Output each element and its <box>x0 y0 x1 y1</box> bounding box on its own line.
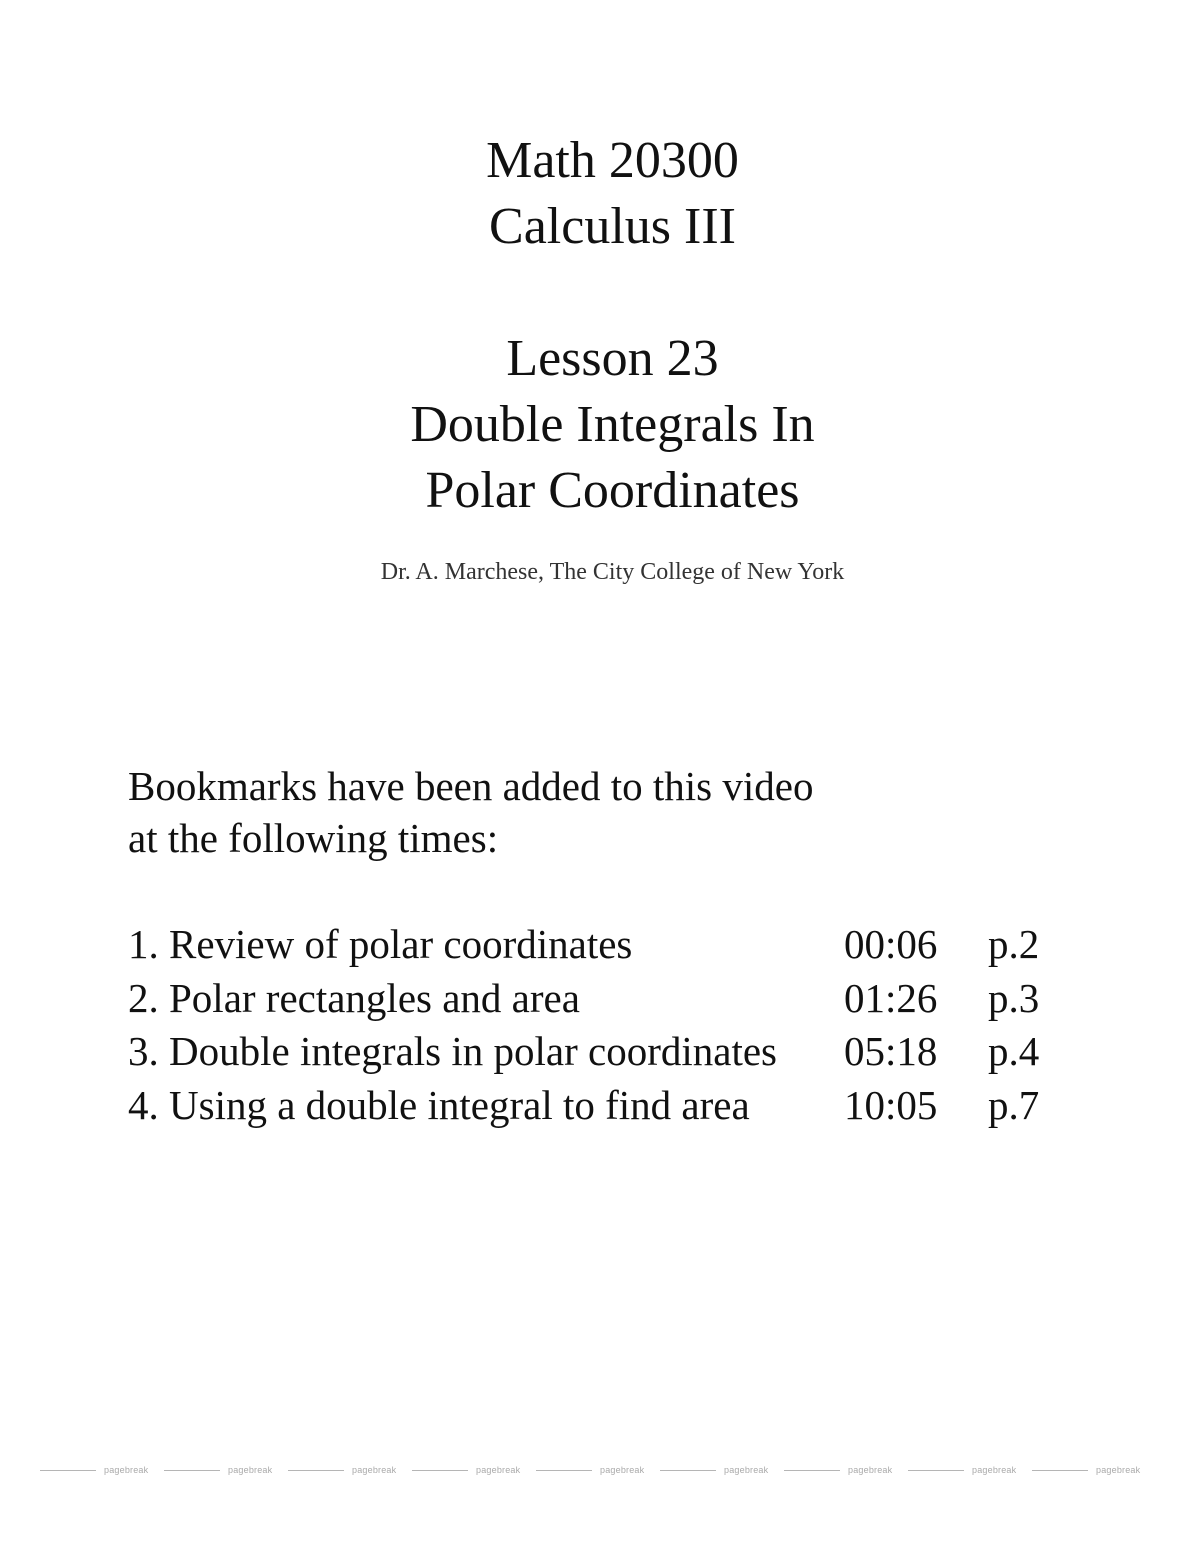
bookmark-time: 05:18 <box>844 1028 938 1074</box>
pagebreak-rule <box>1032 1470 1088 1471</box>
bookmark-page: p.3 <box>988 974 1040 1021</box>
lesson-topic-line-2: Polar Coordinates <box>425 462 800 519</box>
pagebreak-rule <box>536 1470 592 1471</box>
pagebreak-marker <box>536 1465 660 1475</box>
lesson-title-block <box>0 326 1200 524</box>
bookmark-item[interactable] <box>128 918 1058 972</box>
lesson-number: Lesson 23 <box>506 330 719 387</box>
bookmark-page: p.7 <box>988 1081 1040 1128</box>
pagebreak-label: pagebreak <box>724 1465 769 1475</box>
pagebreak-marker <box>412 1465 536 1475</box>
pagebreak-marker <box>784 1465 908 1475</box>
course-subject: Calculus III <box>489 198 736 255</box>
bookmark-time: 01:26 <box>844 974 938 1021</box>
bookmark-page: p.2 <box>988 921 1040 967</box>
pagebreak-label: pagebreak <box>600 1465 645 1475</box>
bookmark-item[interactable] <box>128 1025 1058 1079</box>
bookmark-title: 1. Review of polar coordinates <box>128 921 633 967</box>
bookmarks-intro <box>128 760 813 864</box>
pagebreak-label: pagebreak <box>352 1465 397 1475</box>
pagebreak-marker <box>908 1465 1032 1475</box>
pagebreak-label: pagebreak <box>228 1465 273 1475</box>
bookmark-title: 4. Using a double integral to find area <box>128 1081 750 1128</box>
pagebreak-rule <box>164 1470 220 1471</box>
pagebreak-rule <box>288 1470 344 1471</box>
pagebreak-marker <box>660 1465 784 1475</box>
bookmarks-intro-line-2: at the following times: <box>128 815 499 861</box>
pagebreak-rule <box>40 1470 96 1471</box>
course-number: Math 20300 <box>486 132 739 189</box>
bookmarks-intro-line-1: Bookmarks have been added to this video <box>128 763 814 809</box>
pagebreak-marker <box>1032 1465 1156 1475</box>
pagebreak-rule <box>412 1470 468 1471</box>
bookmark-title: 3. Double integrals in polar coordinates <box>128 1028 777 1074</box>
bookmark-time: 10:05 <box>844 1081 938 1128</box>
bookmark-time: 00:06 <box>844 921 938 967</box>
pagebreak-label: pagebreak <box>104 1465 149 1475</box>
pagebreak-marker <box>164 1465 288 1475</box>
pagebreak-divider <box>40 1460 1160 1480</box>
pagebreak-label: pagebreak <box>848 1465 893 1475</box>
bookmark-item[interactable] <box>128 972 1058 1026</box>
pagebreak-marker <box>288 1465 412 1475</box>
pagebreak-rule <box>908 1470 964 1471</box>
pagebreak-rule <box>784 1470 840 1471</box>
pagebreak-label: pagebreak <box>972 1465 1017 1475</box>
bookmark-page: p.4 <box>988 1028 1040 1074</box>
author-credit: Dr. A. Marchese, The City College of New York <box>380 559 845 585</box>
pagebreak-label: pagebreak <box>476 1465 521 1475</box>
bookmark-list <box>128 918 1058 1132</box>
bookmark-title: 2. Polar rectangles and area <box>128 974 580 1021</box>
pagebreak-rule <box>660 1470 716 1471</box>
lesson-topic-line-1: Double Integrals In <box>410 396 815 453</box>
pagebreak-label: pagebreak <box>1096 1465 1141 1475</box>
bookmark-item[interactable] <box>128 1079 1058 1133</box>
pagebreak-marker <box>40 1465 164 1475</box>
course-title-block <box>0 128 1200 260</box>
